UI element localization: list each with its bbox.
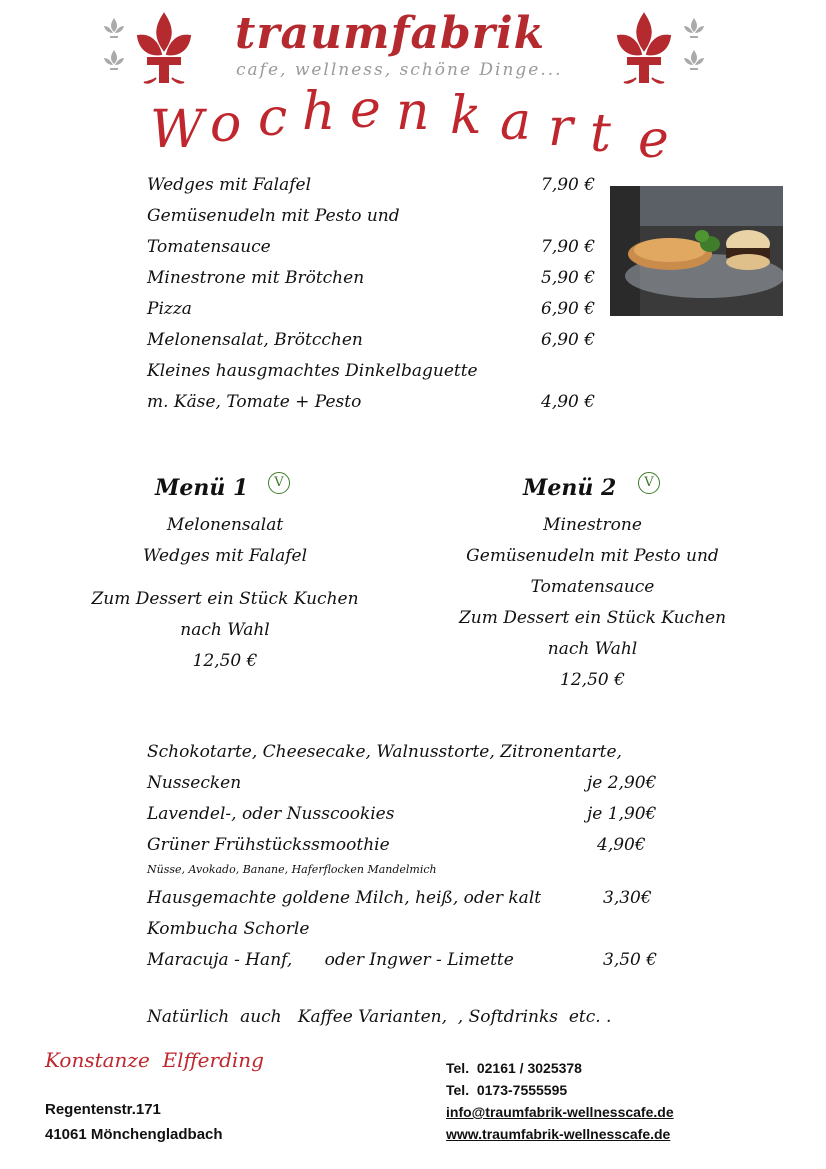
title-letter: W <box>150 100 204 160</box>
list-item: Kleines hausgmachtes Dinkelbaguette <box>147 361 478 381</box>
menu2-line: Gemüsenudeln mit Pesto und <box>466 546 719 566</box>
list-item: Maracuja - Hanf, oder Ingwer - Limette 3,50 € <box>147 950 658 970</box>
page-title <box>150 80 690 170</box>
list-item: Pizza 6,90 € <box>147 299 596 319</box>
list-item-note: Nüsse, Avokado, Banane, Haferflocken Mandelmich <box>147 863 437 876</box>
menu2-items <box>420 510 765 696</box>
list-item: Wedges mit Falafel 7,90 € <box>147 175 596 195</box>
fleur-de-lis-icon <box>134 12 194 87</box>
list-item: Nussecken je 2,90€ <box>147 773 657 793</box>
menu1-line: Zum Dessert ein Stück Kuchen <box>91 589 359 609</box>
list-item: Gemüsenudeln mit Pesto und <box>147 206 400 226</box>
closing-note: Natürlich auch Kaffee Varianten, , Softdrinks etc. . <box>147 1007 612 1027</box>
menu2-line: Minestrone <box>543 515 642 535</box>
vegan-icon: V <box>638 472 660 494</box>
list-item: Tomatensauce 7,90 € <box>147 237 596 257</box>
food-photo <box>610 186 783 316</box>
small-fleur-icon <box>100 48 128 76</box>
email-link[interactable]: info@traumfabrik-wellnesscafe.de <box>446 1104 674 1120</box>
title-letter: o <box>210 94 242 154</box>
fleur-de-lis-icon <box>614 12 674 87</box>
menu1-price: 12,50 € <box>192 651 258 671</box>
menu1-line: nach Wahl <box>180 620 270 640</box>
phone-1: Tel. 02161 / 3025378 <box>446 1060 582 1076</box>
title-letter: r <box>548 98 573 158</box>
menu2-price: 12,50 € <box>560 670 625 690</box>
list-item: Hausgemachte goldene Milch, heiß, oder kalt 3,30€ <box>147 888 652 908</box>
title-letter: e <box>638 110 669 170</box>
website-link[interactable]: www.traumfabrik-wellnesscafe.de <box>446 1126 671 1142</box>
dessert-list <box>147 737 707 976</box>
menu2-title: Menü 2 <box>523 475 617 501</box>
address-city: 41061 Mönchengladbach <box>45 1126 223 1143</box>
title-letter: a <box>500 92 532 152</box>
address-street: Regentenstr.171 <box>45 1101 161 1118</box>
list-item: m. Käse, Tomate + Pesto 4,90 € <box>147 392 596 412</box>
title-letter: e <box>350 80 381 140</box>
dish-list <box>147 170 607 418</box>
menu2-line: Zum Dessert ein Stück Kuchen <box>458 608 727 628</box>
title-letter: n <box>396 82 430 142</box>
title-letter: k <box>450 86 482 146</box>
small-fleur-icon <box>680 16 708 44</box>
menu2-line: nach Wahl <box>547 639 638 659</box>
title-letter: h <box>302 82 336 142</box>
phone-2: Tel. 0173-7555595 <box>446 1082 568 1098</box>
small-fleur-icon <box>100 16 128 44</box>
brand-tagline: cafe, wellness, schöne Dinge... <box>236 60 563 80</box>
list-item: Grüner Frühstückssmoothie 4,90€ <box>147 835 646 855</box>
menu1-line: Wedges mit Falafel <box>142 546 308 566</box>
owner-name: Konstanze Elfferding <box>45 1048 264 1072</box>
small-fleur-icon <box>680 48 708 76</box>
list-item: Lavendel-, oder Nusscookies je 1,90€ <box>147 804 657 824</box>
list-item: Schokotarte, Cheesecake, Walnusstorte, Zitronentarte, <box>147 742 622 762</box>
list-item: Minestrone mit Brötchen 5,90 € <box>147 268 596 288</box>
list-item: Melonensalat, Brötcchen 6,90 € <box>147 330 596 350</box>
menu2-line: Tomatensauce <box>530 577 655 597</box>
menu1-line: Melonensalat <box>166 515 284 535</box>
brand-name: traumfabrik <box>235 8 546 59</box>
title-letter: t <box>590 104 611 164</box>
title-letter: c <box>258 88 288 148</box>
vegan-icon: V <box>268 472 290 494</box>
menu1-items <box>50 510 400 677</box>
list-item: Kombucha Schorle <box>147 919 310 939</box>
menu1-title: Menü 1 <box>155 475 249 501</box>
